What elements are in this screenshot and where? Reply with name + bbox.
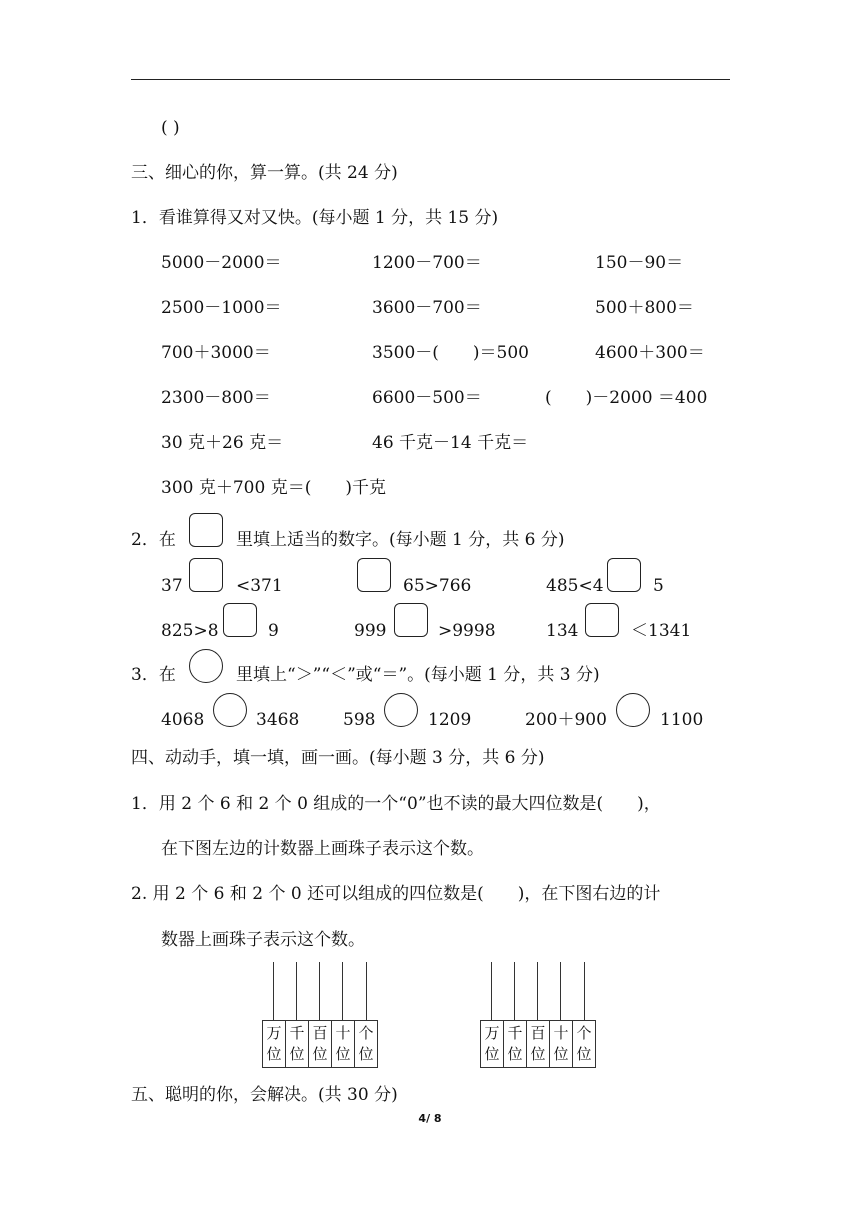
abacus-rod <box>296 962 297 1022</box>
digit-box[interactable] <box>357 558 391 592</box>
fill-text: 65>766 <box>403 576 472 596</box>
answer-blank: ( ) <box>161 118 180 138</box>
compare-text: 4068 <box>161 710 205 730</box>
place-ge: 个 位 <box>358 1024 374 1063</box>
abacus-rod <box>491 962 492 1022</box>
place-bai: 百 位 <box>309 1021 332 1067</box>
calc-item: 700＋3000＝ <box>161 343 271 363</box>
fill-text: >9998 <box>438 621 496 641</box>
abacus-rod <box>537 962 538 1022</box>
place-shi: 十 位 <box>332 1021 355 1067</box>
fill-text: 9 <box>268 621 279 641</box>
compare-text: 598 <box>343 710 376 730</box>
calc-item: 2500－1000＝ <box>161 298 282 318</box>
abacus-right[interactable] <box>480 962 596 1070</box>
header-rule <box>131 79 730 80</box>
calc-item: 5000－2000＝ <box>161 253 282 273</box>
fill-text: 134 <box>546 621 579 641</box>
calc-item: 3600－700＝ <box>372 298 482 318</box>
place-bai: 百 位 <box>527 1021 550 1067</box>
square-box-icon <box>189 513 223 547</box>
fill-text: 5 <box>653 576 664 596</box>
abacus-rod <box>342 962 343 1022</box>
place-qian: 千 位 <box>286 1021 309 1067</box>
calc-item: 300 克＋700 克＝( )千克 <box>161 478 386 498</box>
calc-item: 30 克＋26 克＝ <box>161 433 284 453</box>
fill-text: <371 <box>236 576 283 596</box>
calc-item: 500＋800＝ <box>595 298 694 318</box>
calc-item: 1200－700＝ <box>372 253 482 273</box>
abacus-rod <box>366 962 367 1022</box>
digit-box[interactable] <box>189 558 223 592</box>
fill-text: ＜1341 <box>631 621 692 641</box>
abacus-base <box>262 1020 378 1068</box>
abacus-left[interactable] <box>262 962 378 1070</box>
compare-circle[interactable] <box>616 693 650 727</box>
digit-box[interactable] <box>607 558 641 592</box>
calc-item: 4600＋300＝ <box>595 343 705 363</box>
question-4-1-line1: 1．用 2 个 6 和 2 个 0 组成的一个“0”也不读的最大四位数是( )， <box>131 794 661 814</box>
calc-item: 46 千克－14 千克＝ <box>372 433 529 453</box>
digit-box[interactable] <box>585 603 619 637</box>
compare-text: 200＋900 <box>525 710 607 730</box>
place-wan: 万 位 <box>481 1021 504 1067</box>
place-qian: 千 位 <box>504 1021 527 1067</box>
section-4-title: 四、动动手，填一填，画一画。(每小题 3 分，共 6 分) <box>131 748 545 768</box>
fill-text: 999 <box>354 621 387 641</box>
abacus-rod <box>560 962 561 1022</box>
page-number: 4/ 8 <box>418 1112 442 1125</box>
abacus-base <box>480 1020 596 1068</box>
question-3-2-suffix: 里填上适当的数字。(每小题 1 分，共 6 分) <box>236 530 565 550</box>
fill-text: 825>8 <box>161 621 219 641</box>
calc-item: 6600－500＝ <box>372 388 482 408</box>
digit-box[interactable] <box>394 603 428 637</box>
abacus-rod <box>273 962 274 1022</box>
question-4-2-line2: 数器上画珠子表示这个数。 <box>161 930 365 950</box>
calc-item: 2300－800＝ <box>161 388 271 408</box>
calc-item: ( )－2000 ＝400 <box>545 388 708 408</box>
question-4-1-line2: 在下图左边的计数器上画珠子表示这个数。 <box>161 839 484 859</box>
compare-text: 1209 <box>428 710 472 730</box>
place-ge: 个 位 <box>576 1024 592 1063</box>
fill-text: 37 <box>161 576 183 596</box>
question-3-3-suffix: 里填上“＞”“＜”或“＝”。(每小题 1 分，共 3 分) <box>236 665 600 685</box>
place-shi: 十 位 <box>550 1021 573 1067</box>
compare-text: 3468 <box>256 710 300 730</box>
question-3-3-prefix: 3．在 <box>131 665 176 685</box>
question-3-1-title: 1．看谁算得又对又快。(每小题 1 分，共 15 分) <box>131 208 499 228</box>
calc-item: 150－90＝ <box>595 253 684 273</box>
abacus-rod <box>319 962 320 1022</box>
fill-text: 485<4 <box>546 576 604 596</box>
abacus-rod <box>584 962 585 1022</box>
section-3-title: 三、细心的你，算一算。(共 24 分) <box>131 163 398 183</box>
section-5-title: 五、聪明的你，会解决。(共 30 分) <box>131 1085 398 1105</box>
abacus-rod <box>514 962 515 1022</box>
circle-icon <box>189 649 223 683</box>
place-wan: 万 位 <box>263 1021 286 1067</box>
compare-circle[interactable] <box>384 693 418 727</box>
question-3-2-prefix: 2．在 <box>131 530 176 550</box>
calc-item: 3500－( )＝500 <box>372 343 529 363</box>
digit-box[interactable] <box>223 603 257 637</box>
question-4-2-line1: 2. 用 2 个 6 和 2 个 0 还可以组成的四位数是( )，在下图右边的计 <box>131 884 661 904</box>
compare-circle[interactable] <box>213 693 247 727</box>
compare-text: 1100 <box>660 710 704 730</box>
